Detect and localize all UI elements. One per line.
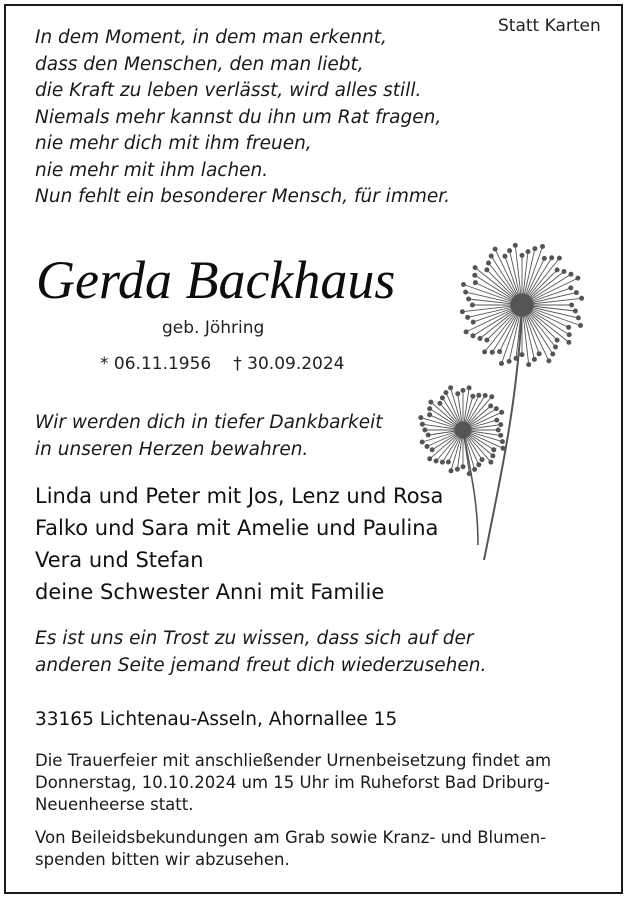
condolence-line: spenden bitten wir abzusehen. — [35, 850, 290, 869]
family-list — [35, 480, 443, 608]
thanks-line: Wir werden dich in tiefer Dankbarkeit — [35, 412, 383, 433]
comfort-text — [35, 626, 486, 679]
poem-line: Niemals mehr kannst du ihn um Rat fragen, — [35, 106, 442, 128]
ceremony-line: Die Trauerfeier mit anschließender Urnenbeisetzung findet am — [35, 751, 552, 770]
poem-line: die Kraft zu leben verlässt, wird alles still. — [35, 80, 422, 101]
life-dates — [100, 354, 345, 374]
statt-karten-label: Statt Karten — [498, 16, 601, 36]
comfort-line: anderen Seite jemand freut dich wiederzusehen. — [35, 654, 487, 676]
poem-line: Nun fehlt ein besonderer Mensch, für immer. — [35, 186, 451, 207]
thanks-line: in unseren Herzen bewahren. — [35, 438, 309, 460]
ceremony-line: Neuenheerse statt. — [35, 795, 194, 814]
maiden-name: geb. Jöhring — [162, 318, 265, 338]
condolence-note — [35, 827, 615, 871]
comfort-line: Es ist uns ein Trost zu wissen, dass sich auf der — [35, 628, 474, 649]
condolence-line: Von Beileidsbekundungen am Grab sowie Kranz- und Blumen- — [35, 828, 547, 847]
family-line: Falko und Sara mit Amelie und Paulina — [35, 516, 439, 540]
family-line: Vera und Stefan — [35, 548, 204, 572]
deceased-name: Gerda Backhaus — [36, 250, 396, 310]
large-dandelion — [460, 243, 583, 560]
ceremony-info — [35, 750, 615, 816]
address: 33165 Lichtenau-Asseln, Ahornallee 15 — [35, 709, 398, 730]
family-line: deine Schwester Anni mit Familie — [35, 580, 385, 604]
poem-line: dass den Menschen, den man liebt, — [35, 53, 364, 75]
birth-date: * 06.11.1956 — [100, 354, 212, 374]
death-date: † 30.09.2024 — [233, 354, 345, 374]
poem — [35, 25, 450, 211]
poem-line: nie mehr dich mit ihm freuen, — [35, 133, 312, 154]
poem-line: nie mehr mit ihm lachen. — [35, 159, 269, 181]
thanks-text — [35, 410, 383, 463]
poem-line: In dem Moment, in dem man erkennt, — [35, 27, 387, 48]
family-line: Linda und Peter mit Jos, Lenz und Rosa — [35, 484, 444, 508]
ceremony-line: Donnerstag, 10.10.2024 um 15 Uhr im Ruheforst Bad Driburg- — [35, 773, 550, 792]
